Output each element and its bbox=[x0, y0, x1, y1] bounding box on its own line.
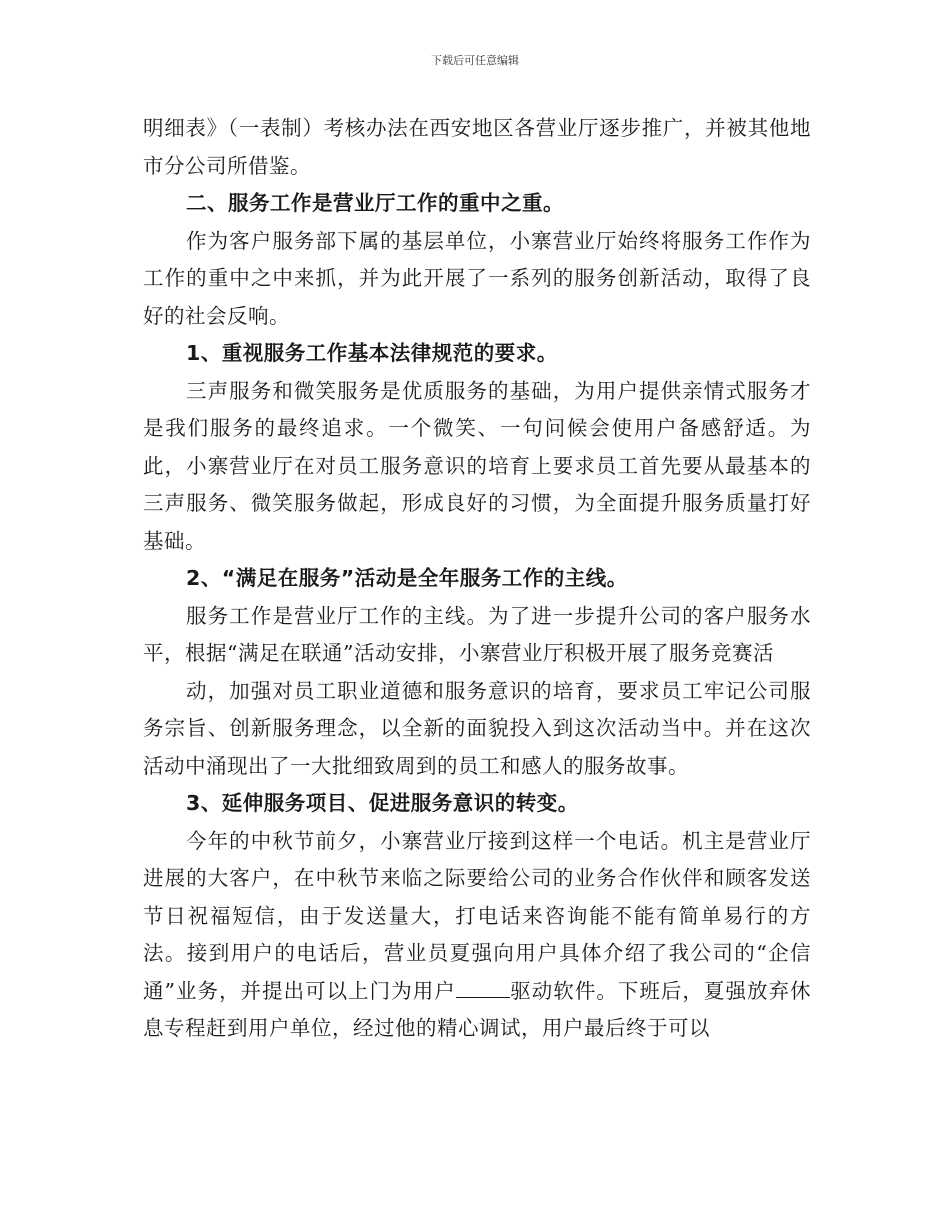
document-body bbox=[143, 110, 811, 1048]
subsection-heading: 2、“满足在服务”活动是全年服务工作的主线。 bbox=[186, 566, 628, 590]
fill-in-blank bbox=[456, 978, 510, 997]
paragraph-continuation: 明细表》（一表制）考核办法在西安地区各营业厅逐步推广，并被其他地市分公司所借鉴。 bbox=[143, 116, 811, 178]
subsection-heading: 1、重视服务工作基本法律规范的要求。 bbox=[186, 341, 558, 365]
paragraph: 作为客户服务部下属的基层单位，小寨营业厅始终将服务工作作为工作的重中之中来抓，并为此开展了一系列的服务创新活动，取得了良好的社会反响。 bbox=[143, 228, 811, 328]
paragraph: 服务工作是营业厅工作的主线。为了进一步提升公司的客户服务水平，根据“满足在联通”活动安排，小寨营业厅积极开展了服务竞赛活 bbox=[143, 603, 811, 665]
paragraph: 动，加强对员工职业道德和服务意识的培育，要求员工牢记公司服务宗旨、创新服务理念，以全新的面貌投入到这次活动当中。并在这次活动中涌现出了一大批细致周到的员工和感人的服务故事。 bbox=[143, 678, 811, 778]
paragraph-with-blank bbox=[143, 823, 811, 1048]
paragraph: 三声服务和微笑服务是优质服务的基础，为用户提供亲情式服务才是我们服务的最终追求。一个微笑、一句问候会使用户备感舒适。为此，小寨营业厅在对员工服务意识的培育上要求员工首先要从最基本的三声服务、微笑服务做起，形成良好的习惯，为全面提升服务质量打好基础。 bbox=[143, 378, 811, 553]
page-header: 下载后可任意编辑 bbox=[431, 54, 519, 67]
paragraph-text-before-blank: 今年的中秋节前夕，小寨营业厅接到这样一个电话。机主是营业厅进展的大客户，在中秋节来临之际要给公司的业务合作伙伴和顾客发送节日祝福短信，由于发送量大，打电话来咨询能不能有简单易行的方法。接到用户的电话后，营业员夏强向用户具体介绍了我公司的“企信通”业务，并提出可以上门为用户 bbox=[143, 828, 811, 1003]
paragraph-text-after-blank: 驱动软件。下班后，夏强放弃休息专程赶到用户单位，经过他的精心调试，用户最后终于可以 bbox=[143, 978, 811, 1040]
section-heading: 二、服务工作是营业厅工作的重中之重。 bbox=[186, 191, 565, 215]
subsection-heading: 3、延伸服务项目、促进服务意识的转变。 bbox=[186, 791, 579, 815]
